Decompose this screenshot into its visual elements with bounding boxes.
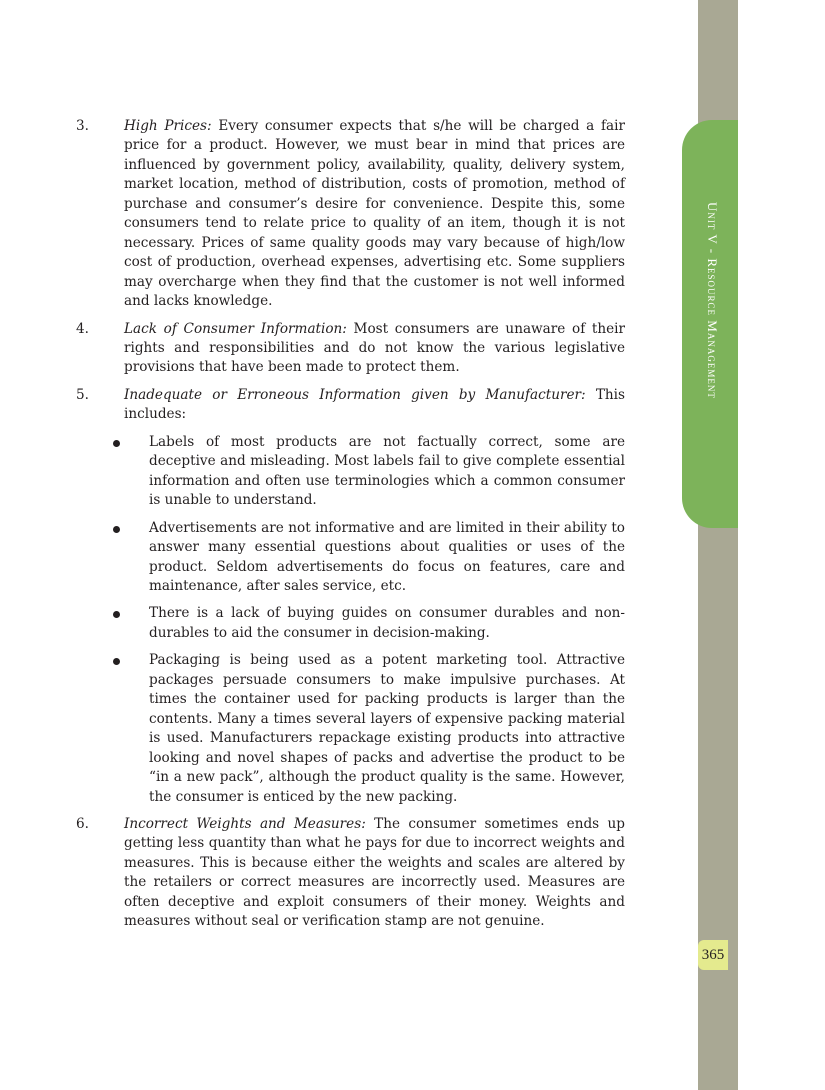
list-item-lack-of-information (76, 320, 625, 378)
unit-label: Unit V - Resource Management (705, 202, 720, 399)
item-text: Every consumer expects that s/he will be charged a fair price for a product. However, we must bear in mind that prices are influenced by government policy, availability, quality, delivery system, market location, method of distribution, costs of promotion, method of purchase and consumer’s desire for convenience. Despite this, some consumers tend to relate price to quality of an item, though it is not necessary. Prices of same quality goods may vary because of high/low cost of production, overhead expenses, advertising etc. Some suppliers may overcharge when they find that the customer is not well informed and lacks knowledge. (124, 118, 625, 310)
list-item-weights-measures (76, 815, 625, 932)
item-text: This includes: (124, 386, 625, 423)
bullet-text: Labels of most products are not factually correct, some are deceptive and misleading. Most labels fail to give complete essential information and often use terminologies which a common consumer is unable to understand. (149, 433, 625, 509)
bullet-dot-icon (113, 440, 120, 447)
bullet-dot-icon (113, 526, 120, 533)
item-heading: Inadequate or Erroneous Information given by Manufacturer: (124, 386, 586, 403)
bullet-item-labels (76, 433, 625, 511)
item-text: The consumer sometimes ends up getting less quantity than what he pays for due to incorrect weights and measures. This is because either the weights and scales are altered by the retailers or correct measures are incorrectly used. Measures are often deceptive and exploit consumers of their money. Weights and measures without seal or verification stamp are not genuine. (124, 815, 625, 930)
page-number: 365 (698, 940, 728, 970)
bullet-item-buying-guides (76, 604, 625, 643)
bullet-item-advertisements (76, 519, 625, 597)
item-number: 6. (76, 815, 89, 832)
list-item-inadequate-information (76, 386, 625, 425)
list-item-high-prices (76, 117, 625, 312)
item-heading: Lack of Consumer Information: (124, 320, 347, 337)
item-number: 5. (76, 386, 89, 403)
bullet-dot-icon (113, 611, 120, 618)
item-number: 4. (76, 320, 89, 337)
bullet-text: Packaging is being used as a potent marketing tool. Attractive packages persuade consumers to make impulsive purchases. At times the container used for packing products is larger than the contents. Many a times several layers of expensive packing material is used. Manufacturers repackage existing products into attractive looking and novel shapes of packs and advertise the product to be “in a new pack”, although the product quality is the same. However, the consumer is enticed by the new packing. (149, 652, 625, 805)
item-number: 3. (76, 118, 89, 134)
bullet-dot-icon (113, 658, 120, 665)
bullet-item-packaging (76, 651, 625, 807)
bullet-text: Advertisements are not informative and are limited in their ability to answer many essential questions about qualities or uses of the product. Seldom advertisements do focus on features, care and maintenance, after sales service, etc. (149, 519, 625, 594)
item-text: Most consumers are unaware of their rights and responsibilities and do not know the various legislative provisions that have been made to protect them. (124, 320, 625, 376)
page-content (76, 117, 625, 940)
item-heading: Incorrect Weights and Measures: (124, 815, 366, 832)
item-heading: High Prices: (124, 118, 212, 134)
bullet-text: There is a lack of buying guides on consumer durables and non-durables to aid the consumer in decision-making. (149, 605, 625, 641)
